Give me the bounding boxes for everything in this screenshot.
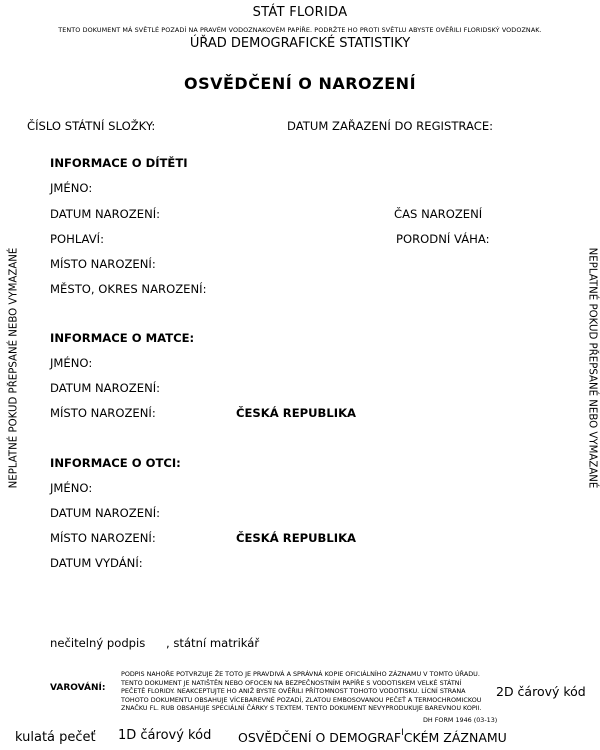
father-name-label: JMÉNO: [50,481,93,495]
child-birth-time-label: ČAS NAROZENÍ [394,207,483,221]
warning-line: TENTO DOKUMENT JE NATIŠTĚN NEBO OFOCEN NA BEZPEČNOSTNÍM PAPÍŘE S VODOTISKEM VELKÉ STÁTNÍ [121,678,462,687]
warning-text [121,670,482,713]
mother-heading: INFORMACE O MATCE: [50,331,195,345]
child-city-county-label: MĚSTO, OKRES NAROZENÍ: [50,282,207,296]
child-name-label: JMÉNO: [50,181,93,195]
vital-record-suffix: CKÉM ZÁZNAMU [403,730,507,745]
warning-line: PEČETĚ FLORIDY. NEAKCEPTUJTE HO ANIŽ BYSTE OVĚŘILI PŘÍTOMNOST TOHOTO VODOTISKU. LÍCNÍ STRANA [121,687,466,696]
vital-record-label [238,730,507,745]
state-file-number-label: ČÍSLO STÁTNÍ SLOŽKY: [27,119,156,133]
warning-line: TOHOTO DOKUMENTU OBSAHUJE VÍCEBAREVNÉ POZADÍ, ZLATOU EMBOSOVANOU PEČEŤ A TERMOCHROMICKOU [121,695,482,704]
form-number: DH FORM 1946 (03-13) [423,716,498,724]
registration-date-label: DATUM ZAŘAZENÍ DO REGISTRACE: [287,119,494,133]
side-notice-left: NEPLATNÉ POKUD PŘEPSANÉ NEBO VYMAZANÉ [8,247,20,489]
child-heading: INFORMACE O DÍTĚTI [50,156,188,170]
issue-date-label: DATUM VYDÁNÍ: [50,556,143,570]
document-title: OSVĚDČENÍ O NAROZENÍ [183,74,417,93]
barcode-1d-placeholder: 1D čárový kód [118,728,212,743]
father-birth-date-label: DATUM NAROZENÍ: [50,506,161,520]
father-heading: INFORMACE O OTCI: [50,456,181,470]
warning-line: ZNAČKU FL. RUB OBSAHUJE SPECIÁLNÍ ČÁRKY S TEXTEM. TENTO DOKUMENT NEVYPRODUKUJE BAREVNOU KOPII. [121,704,482,713]
barcode-2d-placeholder: 2D čárový kód [496,684,586,699]
round-seal-placeholder: kulatá pečeť [15,730,96,745]
child-birth-weight-label: PORODNÍ VÁHA: [396,232,490,246]
mother-birth-place-label: MÍSTO NAROZENÍ: [50,406,156,420]
father-birth-place-value: ČESKÁ REPUBLIKA [236,531,357,545]
office-name: ÚŘAD DEMOGRAFICKÉ STATISTIKY [189,36,411,51]
mother-name-label: JMÉNO: [50,356,93,370]
vital-record-prefix: OSVĚDČENÍ O DEMOGRAF [238,730,402,745]
warning-label: VAROVÁNÍ: [50,683,106,693]
registrar-title: , státní matrikář [166,636,260,650]
mother-birth-date-label: DATUM NAROZENÍ: [50,381,161,395]
child-sex-label: POHLAVÍ: [50,232,105,246]
child-birth-date-label: DATUM NAROZENÍ: [50,207,161,221]
state-name: STÁT FLORIDA [252,5,348,20]
watermark-notice: TENTO DOKUMENT MÁ SVĚTLÉ POZADÍ NA PRAVÉM VODOZNAKOVÉM PAPÍŘE. PODRŽTE HO PROTI SVĚTLU ABYSTE OVĚŘILI FLORIDSKÝ VODOZNAK. [58,26,542,34]
mother-birth-place-value: ČESKÁ REPUBLIKA [236,406,357,420]
child-birth-place-label: MÍSTO NAROZENÍ: [50,257,156,271]
side-notice-right: NEPLATNÉ POKUD PŘEPSANÉ NEBO VYMAZANÉ [586,247,598,489]
father-birth-place-label: MÍSTO NAROZENÍ: [50,531,156,545]
warning-line: PODPIS NAHOŘE POTVRZUJE ŽE TOTO JE PRAVDIVÁ A SPRÁVNÁ KOPIE OFICIÁLNÍHO ZÁZNAMU V TOMTO ÚŘADU. [121,670,480,678]
vital-record-mark: I [401,728,404,738]
signature-illegible: nečitelný podpis [50,636,146,650]
